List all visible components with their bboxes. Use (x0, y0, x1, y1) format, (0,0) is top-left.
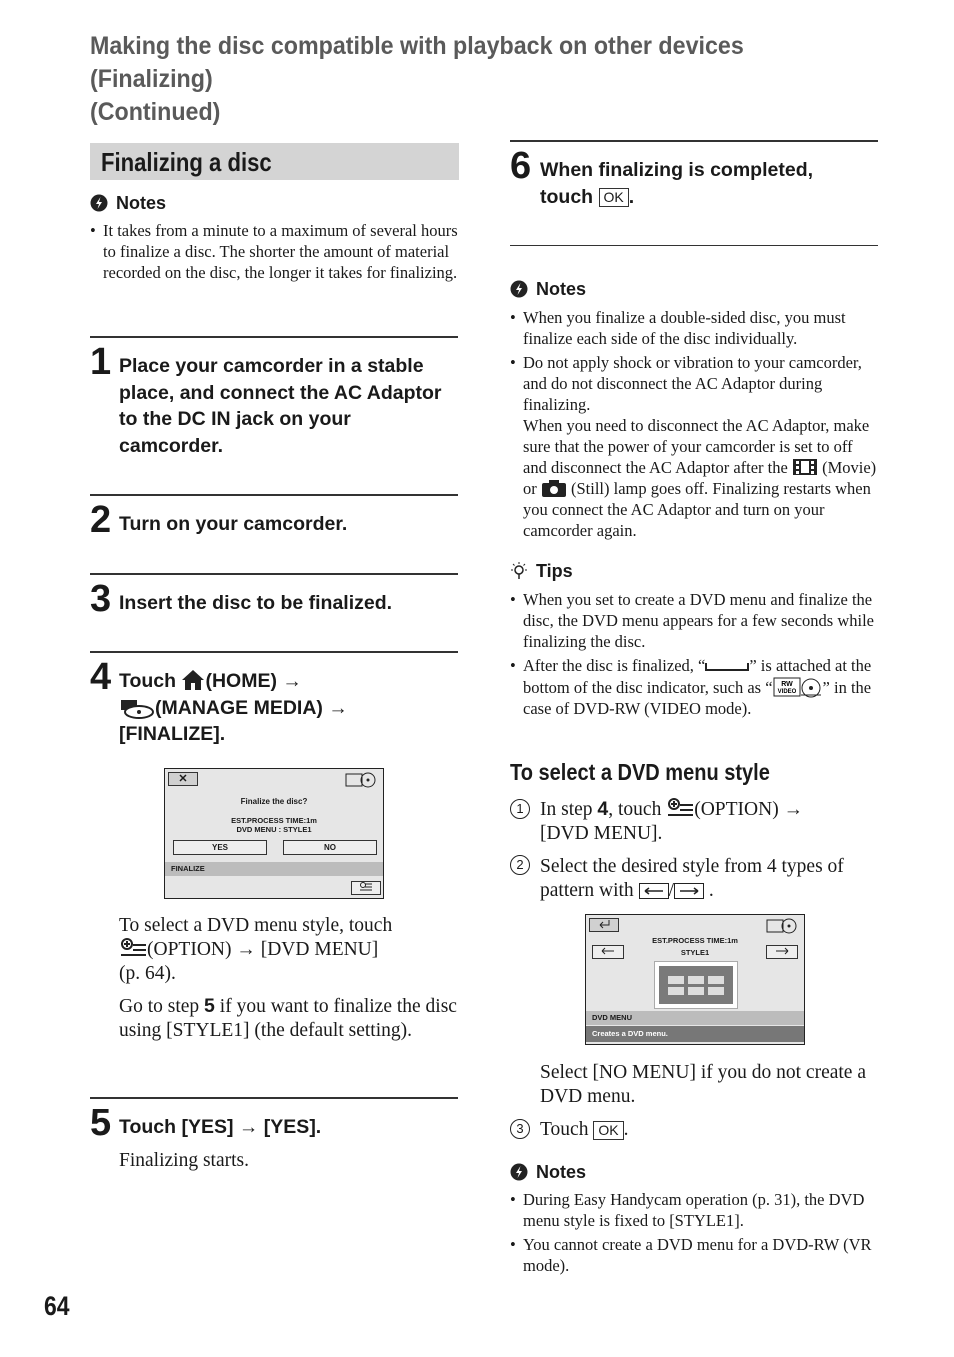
dvd-menu-instruction: To select a DVD menu style, touch (OPTION) → [DVD MENU] (p. 64). (119, 915, 393, 984)
notes-icon (90, 194, 108, 212)
notes-heading: Notes (510, 278, 586, 300)
note-item: • You cannot create a DVD menu for a DVD-RW (VR mode). (510, 1234, 878, 1276)
page-title: Making the disc compatible with playback on other devices (Finalizing) (Continued) (90, 32, 744, 126)
svg-text:VIDEO: VIDEO (777, 689, 796, 695)
divider (90, 573, 458, 575)
lightbulb-icon (510, 562, 528, 580)
dvd-menu-screen (585, 914, 805, 1045)
finalize-screen (164, 768, 384, 899)
option-icon (359, 882, 373, 892)
step-text: Insert the disc to be finalized. (119, 592, 393, 614)
next-style-button[interactable] (766, 945, 798, 959)
return-icon (597, 919, 611, 929)
divider (510, 140, 878, 142)
left-arrow-icon (600, 946, 616, 956)
note-item: • Do not apply shock or vibration to your camcorder, and do not disconnect the AC Adaptor during finalizing. When you need to disconnect the AC Adaptor, make sure that the power of your camcorder is set to off and disconnect the AC Adaptor after the (Movie) or (Still) lamp goes off. Finalizing restarts when you connect the AC Adaptor and turn on your camcorder again. (510, 352, 878, 541)
style-label: STYLE1 (680, 948, 710, 957)
right-arrow-button-icon (674, 883, 704, 899)
tips-list (510, 589, 878, 722)
yes-button[interactable]: YES (173, 840, 267, 855)
divider (90, 651, 458, 653)
return-button[interactable] (589, 918, 619, 932)
divider (90, 336, 458, 338)
note-item: • When you finalize a double-sided disc, you must finalize each side of the disc individually. (510, 307, 878, 349)
dvd-disc-icon (345, 772, 377, 788)
page-number: 64 (44, 1291, 70, 1321)
no-menu-note: Select [NO MENU] if you do not create a DVD menu. (540, 1062, 866, 1107)
dvd-rw-video-icon (773, 676, 823, 698)
dvd-menu-style: DVD MENU : STYLE1 (236, 825, 312, 834)
footer-bar (165, 862, 383, 876)
finalized-mark-icon (705, 660, 749, 672)
prev-style-button[interactable] (592, 945, 624, 959)
step-number: 2 (90, 499, 112, 541)
manage-media-icon (119, 697, 155, 719)
still-camera-icon (541, 479, 567, 497)
note-item: • During Easy Handycam operation (p. 31), the DVD menu style is fixed to [STYLE1]. (510, 1189, 878, 1231)
tip-item: • After the disc is finalized, “ ” is attached at the bottom of the disc indicator, such as “ RW VIDEO ” in the case of DVD-RW (VIDEO mode). (510, 655, 878, 719)
dvd-disc-icon (766, 918, 798, 934)
section-header (90, 143, 459, 180)
option-button[interactable] (351, 881, 381, 895)
section-title: Finalizing a disc (101, 147, 272, 177)
notes-heading: Notes (510, 1161, 586, 1183)
circled-number: 1 (510, 799, 530, 819)
tips-heading: Tips (510, 560, 573, 582)
step-number: 3 (90, 578, 112, 620)
movie-icon (792, 458, 818, 476)
circled-number: 3 (510, 1119, 530, 1139)
footer-label: FINALIZE (171, 864, 205, 873)
step-number: 1 (90, 341, 112, 383)
subheading: To select a DVD menu style (510, 759, 770, 785)
est-process-time: EST.PROCESS TIME:1m (231, 816, 317, 825)
est-process-time: EST.PROCESS TIME:1m (652, 936, 738, 945)
notes-list (510, 1189, 878, 1279)
style-preview-image (659, 966, 733, 1004)
dvd-menu-bar: DVD MENU (586, 1011, 804, 1025)
right-arrow-icon (774, 946, 790, 956)
go-to-step-5: Go to step 5 if you want to finalize the disc using [STYLE1] (the default setting). (119, 995, 457, 1041)
ok-button-glyph: OK (593, 1121, 623, 1140)
substep-3: 3 Touch OK . (510, 1118, 878, 1142)
option-icon (119, 938, 147, 958)
note-item: • It takes from a minute to a maximum of several hours to finalize a disc. The shorter the amount of material recorded on the disc, the longer it takes for finalizing. (90, 220, 458, 283)
step-number: 5 (90, 1102, 112, 1144)
divider (510, 245, 878, 246)
notes-list (510, 307, 878, 544)
ok-button-glyph: OK (599, 188, 629, 207)
option-icon (666, 798, 694, 818)
step-number: 6 (510, 145, 532, 187)
step-text: Touch [YES] → [YES]. (119, 1116, 322, 1138)
step-subtext: Finalizing starts. (119, 1150, 249, 1171)
tip-item: • When you set to create a DVD menu and finalize the disc, the DVD menu appears for a few seconds while finalizing the disc. (510, 589, 878, 652)
substep-1: 1 In step 4, touch (OPTION) → [DVD MENU]. (510, 797, 878, 846)
description-bar: Creates a DVD menu. (586, 1026, 804, 1042)
divider (90, 1097, 458, 1099)
svg-text:RW: RW (780, 681, 793, 688)
close-button[interactable]: ✕ (168, 772, 198, 786)
step-text: Turn on your camcorder. (119, 513, 348, 535)
no-button[interactable]: NO (283, 840, 377, 855)
substep-2: 2 Select the desired style from 4 types of pattern with / . (510, 855, 878, 903)
notes-heading: Notes (90, 192, 166, 214)
dialog-prompt: Finalize the disc? (240, 797, 308, 806)
style-preview[interactable] (654, 961, 738, 1009)
step-number: 4 (90, 656, 112, 698)
home-icon (181, 669, 205, 691)
notes-list (90, 220, 458, 286)
circled-number: 2 (510, 855, 530, 875)
left-arrow-button-icon (639, 883, 669, 899)
step-text: Place your camcorder in a stable place, and connect the AC Adaptor to the DC IN jack on your camcorder. (119, 355, 442, 457)
notes-icon (510, 1163, 528, 1181)
divider (90, 494, 458, 496)
notes-icon (510, 280, 528, 298)
step-text: When finalizing is completed, touch OK . (540, 159, 814, 208)
step-text: Touch (HOME) → (MANAGE MEDIA) → [FINALIZE]. (119, 670, 348, 745)
